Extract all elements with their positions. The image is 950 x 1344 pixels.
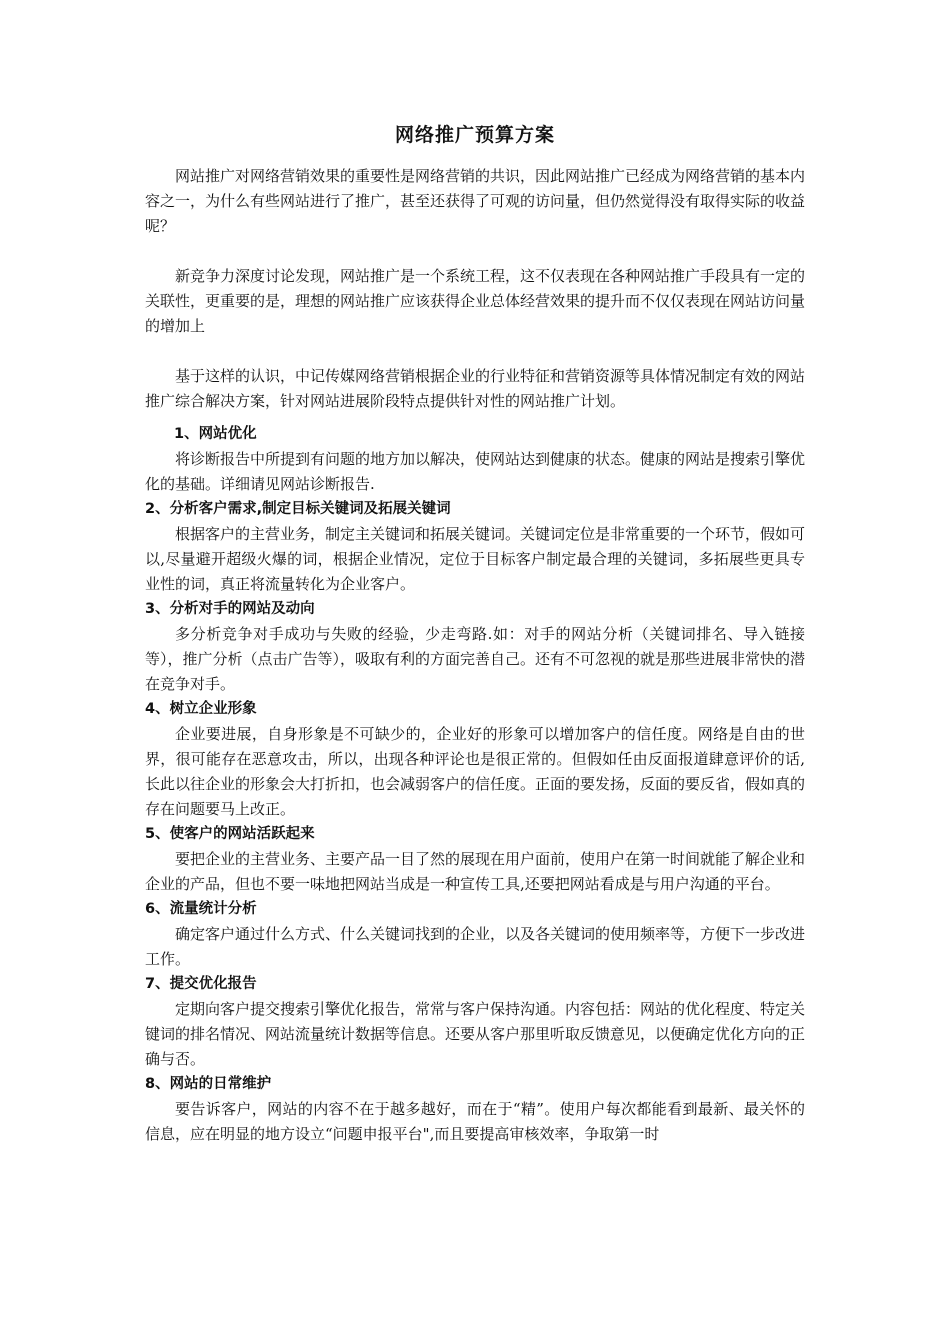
section-competitor-analysis xyxy=(145,597,805,697)
section-body: 将诊断报告中所提到有问题的地方加以解决，使网站达到健康的状态。健康的网站是搜索引擎优化的基础。详细请见网站诊断报告. xyxy=(145,450,806,493)
section-corporate-image xyxy=(145,697,805,822)
intro-paragraph: 基于这样的认识，中记传媒网络营销根据企业的行业特征和营销资源等具体情况制定有效的网站推广综合解决方案，针对网站进展阶段特点提供针对性的网站推广计划。 xyxy=(145,367,806,410)
section-heading: 1、网站优化 xyxy=(174,426,257,442)
section-body: 定期向客户提交搜索引擎优化报告，常常与客户保持沟通。内容包括：网站的优化程度、特定关键词的排名情况、网站流量统计数据等信息。还要从客户那里听取反馈意见，以便确定优化方向的正确与否。 xyxy=(145,1000,806,1068)
section-website-optimization xyxy=(145,422,805,497)
section-traffic-analysis xyxy=(145,897,805,972)
section-body: 确定客户通过什么方式、什么关键词找到的企业，以及各关键词的使用频率等，方便下一步改进工作。 xyxy=(145,925,806,968)
section-customer-needs xyxy=(145,497,805,597)
section-body: 根据客户的主营业务，制定主关键词和拓展关键词。关键词定位是非常重要的一个环节，假如可以,尽量避开超级火爆的词，根据企业情况，定位于目标客户制定最合理的关键词，多拓展些更具专业性的词，真正将流量转化为企业客户。 xyxy=(145,525,806,593)
section-heading: 5、使客户的网站活跃起来 xyxy=(145,826,315,842)
intro-paragraph: 新竞争力深度讨论发现，网站推广是一个系统工程，这不仅表现在各种网站推广手段具有一定的关联性，更重要的是，理想的网站推广应该获得企业总体经营效果的提升而不仅仅表现在网站访问量的增加上 xyxy=(145,267,806,335)
section-daily-maintenance xyxy=(145,1072,805,1147)
document-content xyxy=(145,120,805,1147)
intro-paragraph: 网站推广对网络营销效果的重要性是网络营销的共识，因此网站推广已经成为网络营销的基本内容之一，为什么有些网站进行了推广，甚至还获得了可观的访问量，但仍然觉得没有取得实际的收益呢？ xyxy=(145,167,806,235)
section-heading: 7、提交优化报告 xyxy=(145,976,257,992)
section-optimization-report xyxy=(145,972,805,1072)
section-heading: 8、网站的日常维护 xyxy=(145,1076,272,1092)
section-body: 要把企业的主营业务、主要产品一目了然的展现在用户面前，使用户在第一时间就能了解企业和企业的产品，但也不要一味地把网站当成是一种宣传工具,还要把网站看成是与用户沟通的平台。 xyxy=(145,850,806,893)
document-title: 网络推广预算方案 xyxy=(394,124,555,146)
section-body: 要告诉客户，网站的内容不在于越多越好，而在于“精”。使用户每次都能看到最新、最关怀的信息，应在明显的地方设立“问题申报平台",而且要提高审核效率，争取第一时 xyxy=(145,1100,805,1143)
section-heading: 2、分析客户需求,制定目标关键词及拓展关键词 xyxy=(145,501,451,517)
section-heading: 6、流量统计分析 xyxy=(145,901,257,917)
section-body: 企业要进展，自身形象是不可缺少的，企业好的形象可以增加客户的信任度。网络是自由的世界，很可能存在恶意攻击，所以，出现各种评论也是很正常的。但假如任由反面报道肆意评价的话,长此以往企业的形象会大打折扣，也会减弱客户的信任度。正面的要发扬，反面的要反省，假如真的存在问题要马上改正。 xyxy=(145,725,806,818)
section-body: 多分析竞争对手成功与失败的经验，少走弯路.如：对手的网站分析（关键词排名、导入链接等），推广分析（点击广告等），吸取有利的方面完善自己。还有不可忽视的就是那些进展非常快的潜在竞争对手。 xyxy=(145,625,806,693)
section-heading: 3、分析对手的网站及动向 xyxy=(145,601,315,617)
section-active-website xyxy=(145,822,805,897)
section-heading: 4、树立企业形象 xyxy=(145,701,257,717)
